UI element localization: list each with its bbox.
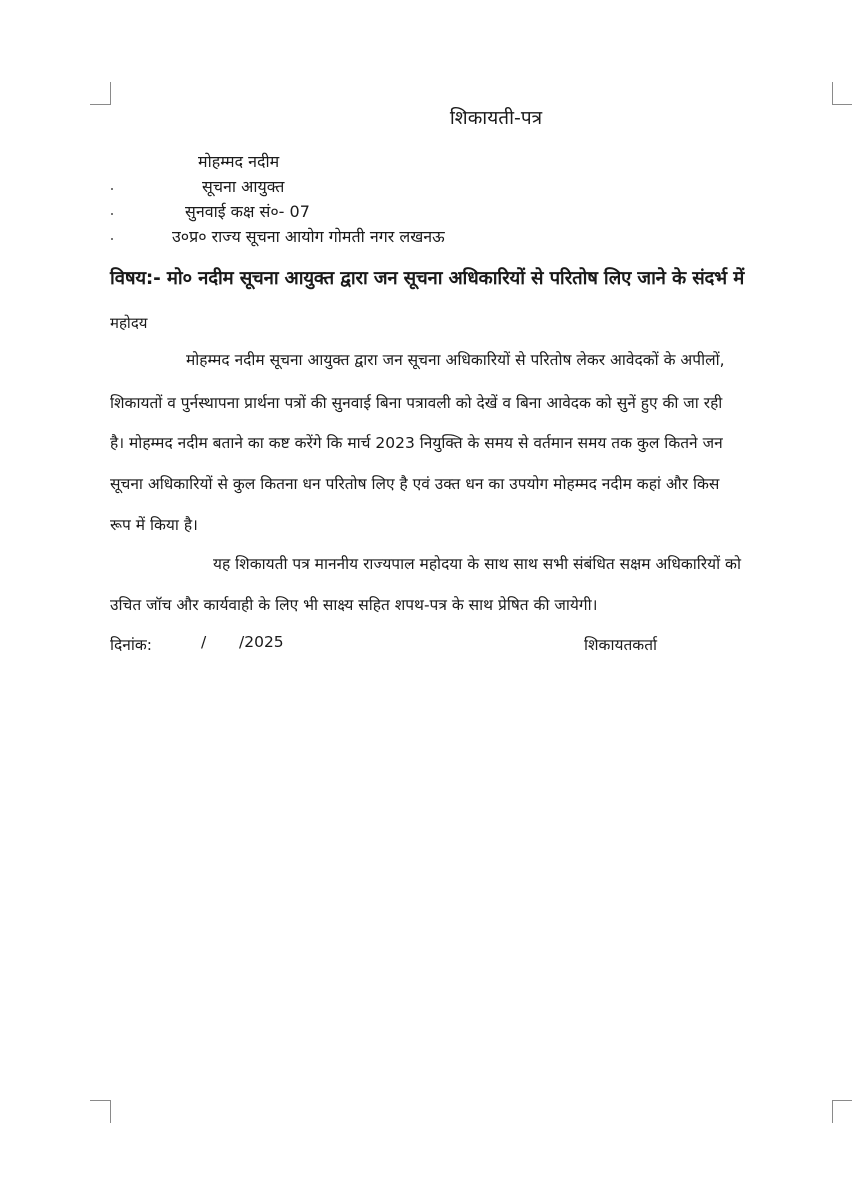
body-line: रूप में किया है। [110, 516, 198, 534]
body-line: उचित जॉच और कार्यवाही के लिए भी साक्ष्य सहित शपथ-पत्र के साथ प्रेषित की जायेगी। [110, 596, 598, 614]
date-slash: / [201, 633, 207, 651]
body-line: है। मोहम्मद नदीम बताने का कष्ट करेंगे कि मार्च 2023 नियुक्ति के समय से वर्तमान समय तक कुल कितने जन [110, 434, 723, 452]
address-designation: सूचना आयुक्त [202, 177, 285, 196]
body-line: यह शिकायती पत्र माननीय राज्यपाल महोदया के साथ साथ सभी संबंधित सक्षम अधिकारियों को [213, 555, 741, 573]
address-office: उ०प्र० राज्य सूचना आयोग गोमती नगर लखनऊ [172, 227, 445, 246]
body-line: मोहम्मद नदीम सूचना आयुक्त द्वारा जन सूचना अधिकारियों से परितोष लेकर आवेदकों के अपीलों, [186, 351, 725, 369]
crop-mark-bottom-left [90, 1100, 111, 1123]
crop-mark-top-right [832, 82, 852, 105]
crop-mark-bottom-right [832, 1100, 852, 1123]
document-title: शिकायती-पत्र [449, 107, 543, 129]
margin-dot [111, 238, 113, 240]
salutation: महोदय [110, 314, 148, 332]
signature-label: शिकायतकर्ता [584, 636, 658, 654]
subject-line: विषय:- मो० नदीम सूचना आयुक्त द्वारा जन सूचना अधिकारियों से परितोष लिए जाने के संदर्भ में [110, 268, 745, 289]
address-room: सुनवाई कक्ष सं०- 07 [185, 202, 310, 221]
margin-dot [111, 188, 113, 190]
crop-mark-top-left [90, 82, 111, 105]
body-line: शिकायतों व पुर्नस्थापना प्रार्थना पत्रों की सुनवाई बिना पत्रावली को देखें व बिना आवेदक को सुनें हुए की जा रही [110, 394, 723, 412]
date-label: दिनांक: [110, 636, 152, 654]
body-line: सूचना अधिकारियों से कुल कितना धन परितोष लिए है एवं उक्त धन का उपयोग मोहम्मद नदीम कहां और किस [110, 475, 720, 493]
address-name: मोहम्मद नदीम [198, 152, 280, 171]
margin-dot [111, 213, 113, 215]
date-year: /2025 [239, 633, 284, 651]
